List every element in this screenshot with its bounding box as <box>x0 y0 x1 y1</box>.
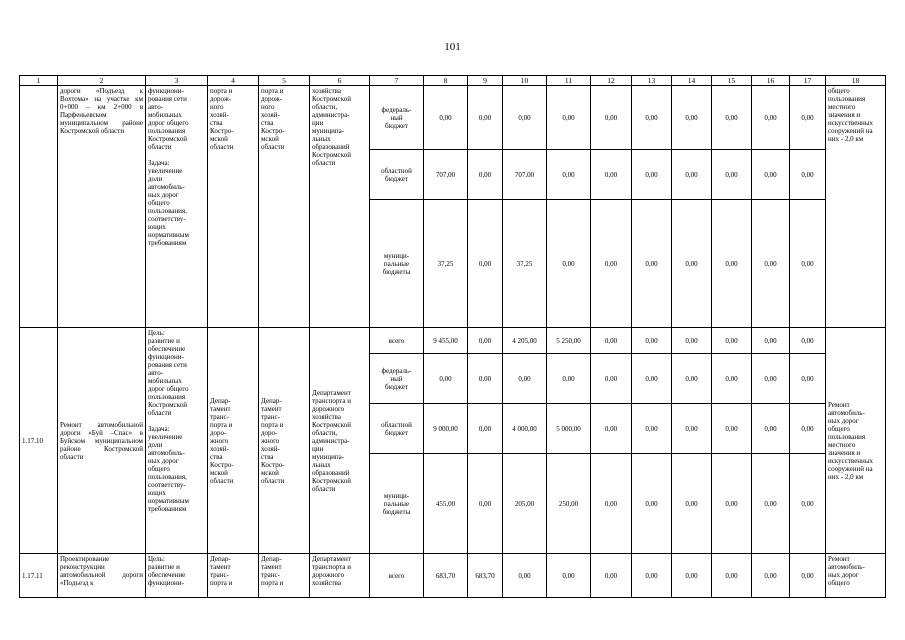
col-header: 18 <box>826 76 886 86</box>
value-cell: 0,00 <box>503 554 547 598</box>
value-cell: 0,00 <box>790 354 826 404</box>
value-cell: 707,00 <box>503 150 547 200</box>
value-cell: 0,00 <box>672 354 712 404</box>
result-cell: Ремонт автомобиль- ных дорог общего пользования местного значения и искусственных сооружений на них - 2,0 км <box>826 328 886 554</box>
value-cell: 250,00 <box>547 454 591 554</box>
funding-source-cell: всего <box>370 554 424 598</box>
col-header: 11 <box>547 76 591 86</box>
value-cell: 0,00 <box>752 454 790 554</box>
col-header: 3 <box>146 76 208 86</box>
coexecutor-cell: порта и дорож- ного хозяй- ства Костро- мской области <box>259 86 310 328</box>
value-cell: 0,00 <box>424 86 468 150</box>
value-cell: 0,00 <box>752 404 790 454</box>
value-cell: 0,00 <box>547 554 591 598</box>
value-cell: 0,00 <box>712 354 752 404</box>
value-cell: 0,00 <box>547 150 591 200</box>
value-cell: 0,00 <box>632 404 672 454</box>
funding-source-cell: федераль- ный бюджет <box>370 86 424 150</box>
value-cell: 0,00 <box>632 150 672 200</box>
col-header: 5 <box>259 76 310 86</box>
value-cell: 0,00 <box>468 454 503 554</box>
col-header: 4 <box>208 76 259 86</box>
value-cell: 0,00 <box>424 354 468 404</box>
col-header: 12 <box>591 76 632 86</box>
value-cell: 0,00 <box>591 354 632 404</box>
goal-cell: функциони- рования сети авто- мобильных дорог общего пользования Костромской области Задача: увеличение доли автомобиль- ных дорог общего пользования, соответству- ющих нормативным требованиям <box>146 86 208 328</box>
value-cell: 0,00 <box>672 554 712 598</box>
value-cell: 0,00 <box>503 354 547 404</box>
value-cell: 0,00 <box>712 404 752 454</box>
col-header: 8 <box>424 76 468 86</box>
value-cell: 0,00 <box>591 404 632 454</box>
value-cell: 0,00 <box>468 150 503 200</box>
value-cell: 0,00 <box>591 200 632 328</box>
col-header: 6 <box>310 76 370 86</box>
funding-source-cell: всего <box>370 328 424 354</box>
program-table <box>19 75 886 598</box>
col-header: 13 <box>632 76 672 86</box>
col-header: 14 <box>672 76 712 86</box>
value-cell: 0,00 <box>752 554 790 598</box>
value-cell: 0,00 <box>752 354 790 404</box>
value-cell: 707,00 <box>424 150 468 200</box>
value-cell: 0,00 <box>468 404 503 454</box>
value-cell: 683,70 <box>468 554 503 598</box>
coexecutor-cell: Депар- тамент транс- порта и доро- жного хозяй- ства Костро- мской области <box>259 328 310 554</box>
value-cell: 0,00 <box>712 150 752 200</box>
page-number: 101 <box>444 41 461 53</box>
value-cell: 0,00 <box>790 200 826 328</box>
value-cell: 0,00 <box>790 554 826 598</box>
goal-cell: Цель: развитие и обеспечение функциони- рования сети авто- мобильных дорог общего пользования Костромской области Задача: увеличение доли автомобиль- ных дорог общего пользования, соответству- ющих нормативным требованиям <box>146 328 208 554</box>
result-cell: Ремонт автомобиль- ных дорог общего <box>826 554 886 598</box>
value-cell: 0,00 <box>503 86 547 150</box>
funding-source-cell: муници- пальные бюджеты <box>370 200 424 328</box>
value-cell: 0,00 <box>632 354 672 404</box>
value-cell: 0,00 <box>632 200 672 328</box>
value-cell: 0,00 <box>672 404 712 454</box>
table-row <box>20 86 886 150</box>
executor-cell: Депар- тамент транс- порта и <box>208 554 259 598</box>
value-cell: 0,00 <box>790 328 826 354</box>
value-cell: 0,00 <box>468 200 503 328</box>
col-header: 15 <box>712 76 752 86</box>
value-cell: 0,00 <box>672 454 712 554</box>
value-cell: 0,00 <box>591 328 632 354</box>
value-cell: 0,00 <box>591 454 632 554</box>
result-cell: общего пользования местного значения и искусственных сооружений на них - 2,0 км <box>826 86 886 328</box>
value-cell: 0,00 <box>790 150 826 200</box>
value-cell: 37,25 <box>424 200 468 328</box>
col-header: 2 <box>58 76 146 86</box>
executor-cell: Депар- тамент транс- порта и доро- жного хозяй- ства Костро- мской области <box>208 328 259 554</box>
executor-cell: порта и дорож- ного хозяй- ства Костро- мской области <box>208 86 259 328</box>
row-number-cell: 1.17.11 <box>20 554 58 598</box>
goal-cell: Цель: развитие и обеспечение функциони- <box>146 554 208 598</box>
value-cell: 0,00 <box>468 328 503 354</box>
value-cell: 0,00 <box>672 150 712 200</box>
value-cell: 0,00 <box>712 454 752 554</box>
row-number-cell: 1.17.10 <box>20 328 58 554</box>
participant-cell: хозяйства Костромской области, администра- ции муниципа- льных образований Костромской области <box>310 86 370 328</box>
col-header: 10 <box>503 76 547 86</box>
value-cell: 0,00 <box>591 86 632 150</box>
col-header: 17 <box>790 76 826 86</box>
value-cell: 0,00 <box>547 354 591 404</box>
value-cell: 0,00 <box>547 200 591 328</box>
measure-name-cell: Проектирование реконструкции автомобильной дороги «Подъезд к <box>58 554 146 598</box>
value-cell: 9 000,00 <box>424 404 468 454</box>
measure-name-cell: дороги «Подъезд к Вохтома» на участке км 0+000 – км 2+000 в Парфеньевском муниципальном районе Костромской области <box>58 86 146 328</box>
value-cell: 0,00 <box>632 86 672 150</box>
col-header: 1 <box>20 76 58 86</box>
participant-cell: Департамент транспорта и дорожного хозяйства <box>310 554 370 598</box>
value-cell: 5 250,00 <box>547 328 591 354</box>
value-cell: 37,25 <box>503 200 547 328</box>
value-cell: 0,00 <box>712 200 752 328</box>
value-cell: 0,00 <box>712 328 752 354</box>
value-cell: 205,00 <box>503 454 547 554</box>
value-cell: 0,00 <box>752 328 790 354</box>
value-cell: 0,00 <box>752 86 790 150</box>
value-cell: 455,00 <box>424 454 468 554</box>
value-cell: 0,00 <box>632 328 672 354</box>
column-header-row <box>20 76 886 86</box>
coexecutor-cell: Депар- тамент транс- порта и <box>259 554 310 598</box>
value-cell: 0,00 <box>790 404 826 454</box>
value-cell: 9 455,00 <box>424 328 468 354</box>
value-cell: 0,00 <box>547 86 591 150</box>
value-cell: 0,00 <box>672 86 712 150</box>
table-row <box>20 554 886 598</box>
funding-source-cell: областной бюджет <box>370 150 424 200</box>
value-cell: 0,00 <box>712 86 752 150</box>
value-cell: 5 000,00 <box>547 404 591 454</box>
row-number-cell <box>20 86 58 328</box>
value-cell: 0,00 <box>752 200 790 328</box>
value-cell: 0,00 <box>752 150 790 200</box>
measure-name-cell: Ремонт автомобильной дороги «Буй –Спас» в Буйском муниципальном районе Костромской области <box>58 328 146 554</box>
value-cell: 683,70 <box>424 554 468 598</box>
value-cell: 0,00 <box>468 354 503 404</box>
value-cell: 4 205,00 <box>503 328 547 354</box>
value-cell: 0,00 <box>672 200 712 328</box>
value-cell: 0,00 <box>712 554 752 598</box>
funding-source-cell: муници- пальные бюджеты <box>370 454 424 554</box>
value-cell: 4 000,00 <box>503 404 547 454</box>
value-cell: 0,00 <box>672 328 712 354</box>
value-cell: 0,00 <box>632 454 672 554</box>
funding-source-cell: областной бюджет <box>370 404 424 454</box>
value-cell: 0,00 <box>790 86 826 150</box>
participant-cell: Департамент транспорта и дорожного хозяйства Костромской области, администра- ции муниципа- льных образований Костромской области <box>310 328 370 554</box>
value-cell: 0,00 <box>591 150 632 200</box>
value-cell: 0,00 <box>632 554 672 598</box>
value-cell: 0,00 <box>591 554 632 598</box>
funding-source-cell: федераль- ный бюджет <box>370 354 424 404</box>
table-row <box>20 328 886 354</box>
col-header: 7 <box>370 76 424 86</box>
value-cell: 0,00 <box>468 86 503 150</box>
col-header: 16 <box>752 76 790 86</box>
col-header: 9 <box>468 76 503 86</box>
value-cell: 0,00 <box>790 454 826 554</box>
